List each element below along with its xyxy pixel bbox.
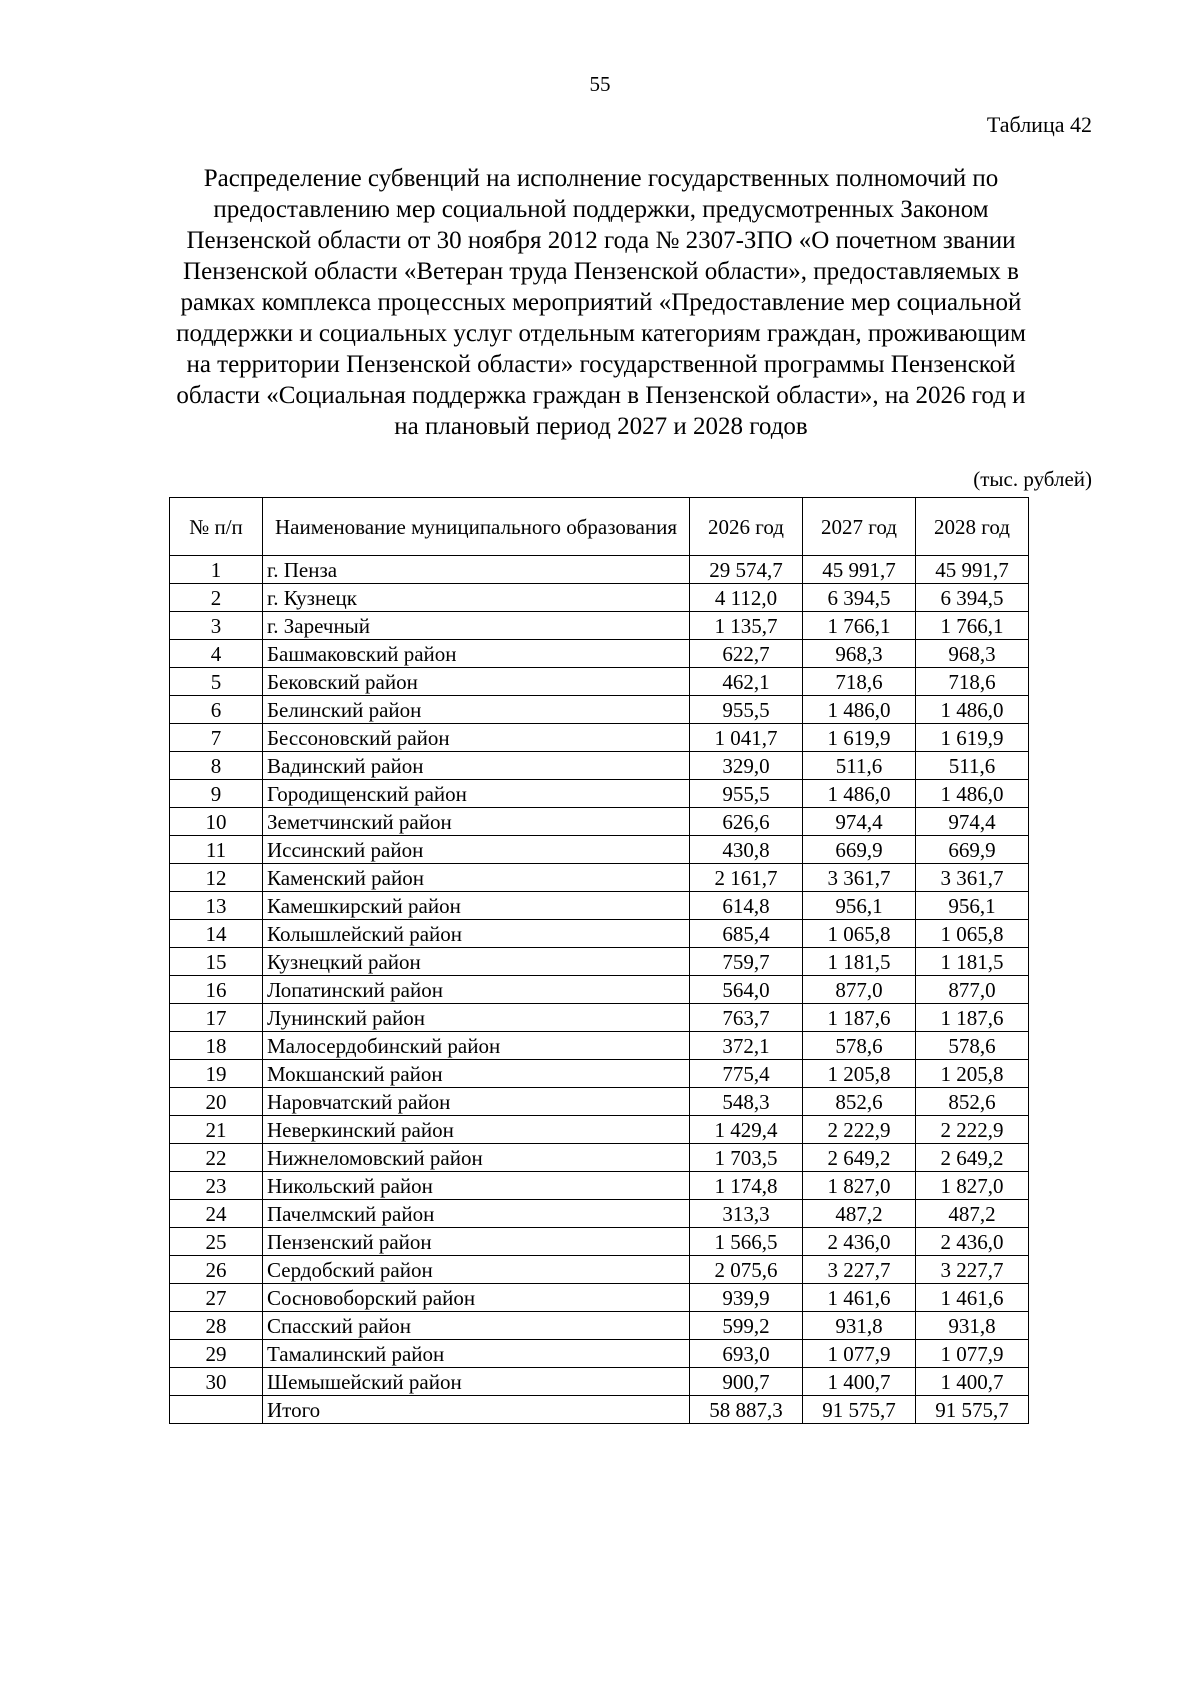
row-number-cell: 16 <box>170 976 263 1004</box>
value-2027-cell: 45 991,7 <box>803 556 916 584</box>
value-2028-cell: 1 486,0 <box>916 780 1029 808</box>
table-row <box>170 864 1029 892</box>
value-2028-cell: 578,6 <box>916 1032 1029 1060</box>
row-number-cell: 18 <box>170 1032 263 1060</box>
row-number-cell: 1 <box>170 556 263 584</box>
value-2026-cell: 693,0 <box>690 1340 803 1368</box>
table-row <box>170 892 1029 920</box>
value-2028-cell: 852,6 <box>916 1088 1029 1116</box>
page-number: 55 <box>589 72 611 96</box>
row-number-cell <box>170 1396 263 1424</box>
value-2026-cell: 29 574,7 <box>690 556 803 584</box>
value-2026-cell: 313,3 <box>690 1200 803 1228</box>
value-2026-cell: 372,1 <box>690 1032 803 1060</box>
value-2027-cell: 2 222,9 <box>803 1116 916 1144</box>
municipality-cell: Белинский район <box>263 696 690 724</box>
municipality-cell: Лопатинский район <box>263 976 690 1004</box>
value-2026-cell: 939,9 <box>690 1284 803 1312</box>
row-number-cell: 2 <box>170 584 263 612</box>
value-2026-cell: 763,7 <box>690 1004 803 1032</box>
value-2027-cell: 974,4 <box>803 808 916 836</box>
title-line: Пензенской области от 30 ноября 2012 года № 2307-ЗПО «О почетном звании <box>186 227 1016 254</box>
value-2027-cell: 1 187,6 <box>803 1004 916 1032</box>
value-2028-cell: 2 222,9 <box>916 1116 1029 1144</box>
value-2026-cell: 775,4 <box>690 1060 803 1088</box>
municipality-cell: Колышлейский район <box>263 920 690 948</box>
value-2027-cell: 1 205,8 <box>803 1060 916 1088</box>
title-line: предоставлению мер социальной поддержки, предусмотренных Законом <box>213 196 989 223</box>
municipality-cell: Спасский район <box>263 1312 690 1340</box>
row-number-cell: 29 <box>170 1340 263 1368</box>
value-2027-cell: 718,6 <box>803 668 916 696</box>
value-2028-cell: 974,4 <box>916 808 1029 836</box>
table-row <box>170 1004 1029 1032</box>
value-2026-cell: 58 887,3 <box>690 1396 803 1424</box>
row-number-cell: 24 <box>170 1200 263 1228</box>
subvention-table <box>169 497 1029 1424</box>
value-2026-cell: 2 161,7 <box>690 864 803 892</box>
table-row <box>170 1060 1029 1088</box>
municipality-cell: Пензенский район <box>263 1228 690 1256</box>
municipality-cell: г. Кузнецк <box>263 584 690 612</box>
table-row <box>170 1228 1029 1256</box>
value-2028-cell: 1 077,9 <box>916 1340 1029 1368</box>
municipality-cell: Башмаковский район <box>263 640 690 668</box>
value-2027-cell: 487,2 <box>803 1200 916 1228</box>
value-2027-cell: 3 361,7 <box>803 864 916 892</box>
value-2028-cell: 1 766,1 <box>916 612 1029 640</box>
value-2028-cell: 45 991,7 <box>916 556 1029 584</box>
value-2026-cell: 329,0 <box>690 752 803 780</box>
value-2027-cell: 1 077,9 <box>803 1340 916 1368</box>
row-number-cell: 13 <box>170 892 263 920</box>
value-2026-cell: 1 566,5 <box>690 1228 803 1256</box>
row-number-cell: 9 <box>170 780 263 808</box>
value-2028-cell: 511,6 <box>916 752 1029 780</box>
municipality-cell: Сердобский район <box>263 1256 690 1284</box>
value-2028-cell: 3 361,7 <box>916 864 1029 892</box>
municipality-cell: Бессоновский район <box>263 724 690 752</box>
value-2028-cell: 6 394,5 <box>916 584 1029 612</box>
table-row <box>170 1088 1029 1116</box>
value-2026-cell: 1 429,4 <box>690 1116 803 1144</box>
value-2028-cell: 1 486,0 <box>916 696 1029 724</box>
value-2026-cell: 2 075,6 <box>690 1256 803 1284</box>
value-2027-cell: 852,6 <box>803 1088 916 1116</box>
value-2028-cell: 1 461,6 <box>916 1284 1029 1312</box>
header-2027: 2027 год <box>803 498 916 556</box>
municipality-cell: г. Пенза <box>263 556 690 584</box>
value-2028-cell: 1 827,0 <box>916 1172 1029 1200</box>
value-2026-cell: 900,7 <box>690 1368 803 1396</box>
table-row <box>170 612 1029 640</box>
municipality-cell: Пачелмский район <box>263 1200 690 1228</box>
table-row <box>170 724 1029 752</box>
value-2028-cell: 968,3 <box>916 640 1029 668</box>
table-row <box>170 1032 1029 1060</box>
row-number-cell: 7 <box>170 724 263 752</box>
municipality-cell: Малосердобинский район <box>263 1032 690 1060</box>
row-number-cell: 3 <box>170 612 263 640</box>
municipality-cell: Вадинский район <box>263 752 690 780</box>
table-row <box>170 1284 1029 1312</box>
title-line: на территории Пензенской области» государственной программы Пензенской <box>186 351 1016 378</box>
row-number-cell: 22 <box>170 1144 263 1172</box>
title-line: рамках комплекса процессных мероприятий «Предоставление мер социальной <box>180 289 1022 316</box>
value-2026-cell: 622,7 <box>690 640 803 668</box>
table-row <box>170 696 1029 724</box>
value-2026-cell: 955,5 <box>690 780 803 808</box>
table-row <box>170 668 1029 696</box>
table-row <box>170 640 1029 668</box>
value-2027-cell: 1 827,0 <box>803 1172 916 1200</box>
municipality-cell: Никольский район <box>263 1172 690 1200</box>
document-title <box>110 163 1092 442</box>
municipality-cell: Шемышейский район <box>263 1368 690 1396</box>
value-2027-cell: 1 619,9 <box>803 724 916 752</box>
title-line: на плановый период 2027 и 2028 годов <box>394 413 808 440</box>
row-number-cell: 27 <box>170 1284 263 1312</box>
table-row <box>170 1368 1029 1396</box>
value-2028-cell: 669,9 <box>916 836 1029 864</box>
value-2026-cell: 1 703,5 <box>690 1144 803 1172</box>
table-row <box>170 556 1029 584</box>
value-2027-cell: 1 486,0 <box>803 780 916 808</box>
table-header-row <box>170 498 1029 556</box>
municipality-cell: Земетчинский район <box>263 808 690 836</box>
municipality-cell: Городищенский район <box>263 780 690 808</box>
value-2026-cell: 955,5 <box>690 696 803 724</box>
table-row <box>170 752 1029 780</box>
title-line: Пензенской области «Ветеран труда Пензенской области», предоставляемых в <box>183 258 1019 285</box>
municipality-cell: Нижнеломовский район <box>263 1144 690 1172</box>
value-2027-cell: 956,1 <box>803 892 916 920</box>
title-line: поддержки и социальных услуг отдельным категориям граждан, проживающим <box>176 320 1026 347</box>
row-number-cell: 23 <box>170 1172 263 1200</box>
value-2028-cell: 3 227,7 <box>916 1256 1029 1284</box>
row-number-cell: 15 <box>170 948 263 976</box>
value-2028-cell: 877,0 <box>916 976 1029 1004</box>
title-line: области «Социальная поддержка граждан в Пензенской области», на 2026 год и <box>176 382 1026 409</box>
table-row <box>170 808 1029 836</box>
header-2026: 2026 год <box>690 498 803 556</box>
value-2027-cell: 578,6 <box>803 1032 916 1060</box>
municipality-cell: Неверкинский район <box>263 1116 690 1144</box>
municipality-cell: Кузнецкий район <box>263 948 690 976</box>
value-2027-cell: 511,6 <box>803 752 916 780</box>
value-2028-cell: 1 205,8 <box>916 1060 1029 1088</box>
value-2026-cell: 4 112,0 <box>690 584 803 612</box>
row-number-cell: 11 <box>170 836 263 864</box>
table-row <box>170 836 1029 864</box>
value-2027-cell: 2 649,2 <box>803 1144 916 1172</box>
table-row <box>170 1312 1029 1340</box>
units-label: (тыс. рублей) <box>973 467 1092 491</box>
row-number-cell: 28 <box>170 1312 263 1340</box>
value-2026-cell: 564,0 <box>690 976 803 1004</box>
header-num: № п/п <box>170 498 263 556</box>
value-2026-cell: 759,7 <box>690 948 803 976</box>
value-2027-cell: 6 394,5 <box>803 584 916 612</box>
row-number-cell: 26 <box>170 1256 263 1284</box>
value-2027-cell: 669,9 <box>803 836 916 864</box>
table-row <box>170 976 1029 1004</box>
value-2027-cell: 2 436,0 <box>803 1228 916 1256</box>
table-row <box>170 1256 1029 1284</box>
title-line: Распределение субвенций на исполнение государственных полномочий по <box>203 165 999 192</box>
value-2028-cell: 1 400,7 <box>916 1368 1029 1396</box>
table-row <box>170 920 1029 948</box>
row-number-cell: 14 <box>170 920 263 948</box>
value-2028-cell: 718,6 <box>916 668 1029 696</box>
row-number-cell: 19 <box>170 1060 263 1088</box>
value-2028-cell: 1 619,9 <box>916 724 1029 752</box>
table-row <box>170 780 1029 808</box>
value-2027-cell: 1 400,7 <box>803 1368 916 1396</box>
table-row <box>170 1116 1029 1144</box>
value-2026-cell: 626,6 <box>690 808 803 836</box>
municipality-cell: Сосновоборский район <box>263 1284 690 1312</box>
row-number-cell: 6 <box>170 696 263 724</box>
municipality-cell: Тамалинский район <box>263 1340 690 1368</box>
table-row <box>170 1144 1029 1172</box>
row-number-cell: 8 <box>170 752 263 780</box>
table-label: Таблица 42 <box>986 112 1092 137</box>
table-body <box>170 556 1029 1424</box>
row-number-cell: 30 <box>170 1368 263 1396</box>
municipality-cell: Наровчатский район <box>263 1088 690 1116</box>
value-2027-cell: 931,8 <box>803 1312 916 1340</box>
value-2026-cell: 1 174,8 <box>690 1172 803 1200</box>
row-number-cell: 12 <box>170 864 263 892</box>
table-row <box>170 948 1029 976</box>
value-2028-cell: 1 181,5 <box>916 948 1029 976</box>
municipality-cell: Каменский район <box>263 864 690 892</box>
row-number-cell: 10 <box>170 808 263 836</box>
value-2026-cell: 462,1 <box>690 668 803 696</box>
value-2028-cell: 1 187,6 <box>916 1004 1029 1032</box>
value-2027-cell: 1 065,8 <box>803 920 916 948</box>
value-2028-cell: 487,2 <box>916 1200 1029 1228</box>
table-row <box>170 584 1029 612</box>
value-2026-cell: 548,3 <box>690 1088 803 1116</box>
municipality-cell: Лунинский район <box>263 1004 690 1032</box>
value-2027-cell: 1 461,6 <box>803 1284 916 1312</box>
row-number-cell: 17 <box>170 1004 263 1032</box>
header-name: Наименование муниципального образования <box>263 498 690 556</box>
value-2027-cell: 1 181,5 <box>803 948 916 976</box>
value-2028-cell: 956,1 <box>916 892 1029 920</box>
value-2028-cell: 91 575,7 <box>916 1396 1029 1424</box>
value-2026-cell: 1 041,7 <box>690 724 803 752</box>
value-2026-cell: 430,8 <box>690 836 803 864</box>
value-2028-cell: 2 649,2 <box>916 1144 1029 1172</box>
row-number-cell: 4 <box>170 640 263 668</box>
value-2028-cell: 931,8 <box>916 1312 1029 1340</box>
value-2027-cell: 3 227,7 <box>803 1256 916 1284</box>
value-2027-cell: 91 575,7 <box>803 1396 916 1424</box>
municipality-cell: Мокшанский район <box>263 1060 690 1088</box>
municipality-cell: Камешкирский район <box>263 892 690 920</box>
value-2027-cell: 1 766,1 <box>803 612 916 640</box>
value-2027-cell: 877,0 <box>803 976 916 1004</box>
value-2026-cell: 599,2 <box>690 1312 803 1340</box>
value-2026-cell: 685,4 <box>690 920 803 948</box>
table-row <box>170 1340 1029 1368</box>
value-2028-cell: 1 065,8 <box>916 920 1029 948</box>
row-number-cell: 20 <box>170 1088 263 1116</box>
value-2027-cell: 1 486,0 <box>803 696 916 724</box>
header-2028: 2028 год <box>916 498 1029 556</box>
municipality-cell: г. Заречный <box>263 612 690 640</box>
table-row <box>170 1172 1029 1200</box>
municipality-cell: Иссинский район <box>263 836 690 864</box>
row-number-cell: 21 <box>170 1116 263 1144</box>
municipality-cell: Итого <box>263 1396 690 1424</box>
value-2028-cell: 2 436,0 <box>916 1228 1029 1256</box>
value-2026-cell: 1 135,7 <box>690 612 803 640</box>
value-2027-cell: 968,3 <box>803 640 916 668</box>
value-2026-cell: 614,8 <box>690 892 803 920</box>
row-number-cell: 5 <box>170 668 263 696</box>
municipality-cell: Бековский район <box>263 668 690 696</box>
total-row <box>170 1396 1029 1424</box>
table-row <box>170 1200 1029 1228</box>
row-number-cell: 25 <box>170 1228 263 1256</box>
